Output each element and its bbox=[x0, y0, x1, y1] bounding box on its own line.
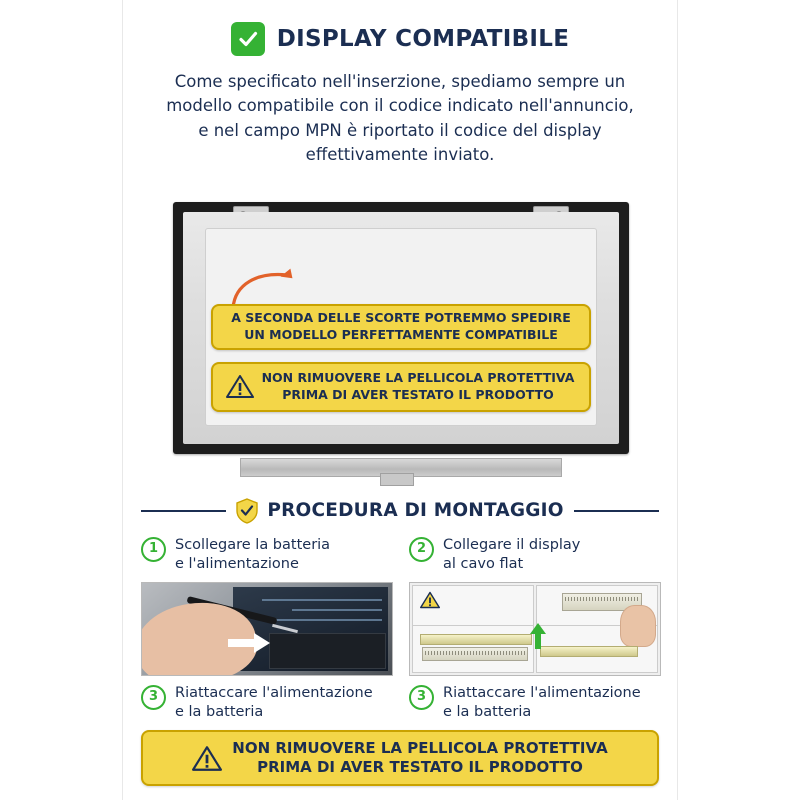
pcb-trace bbox=[292, 609, 382, 611]
step-2-line-2: al cavo flat bbox=[443, 556, 524, 573]
content-column bbox=[123, 0, 677, 800]
step-1-line-2: e l'alimentazione bbox=[175, 556, 299, 573]
step-3-line-2: e la batteria bbox=[175, 704, 264, 721]
footer-line-1: NON RIMUOVERE LA PELLICOLA PROTETTIVA bbox=[232, 738, 608, 757]
step-2 bbox=[409, 536, 659, 676]
film-warning-callout bbox=[211, 362, 591, 412]
stock-callout-line-1: A SECONDA DELLE SCORTE POTREMMO SPEDIRE bbox=[231, 309, 571, 325]
up-arrow-icon bbox=[530, 623, 546, 649]
check-box-icon bbox=[231, 22, 265, 56]
step-3b-line-1: Riattaccare l'alimentazione bbox=[443, 684, 641, 701]
flat-cable-socket bbox=[422, 647, 528, 661]
finger bbox=[620, 605, 656, 647]
step-1-line-1: Scollegare la batteria bbox=[175, 536, 331, 553]
warning-triangle-icon bbox=[226, 374, 254, 399]
footer-line-2: PRIMA DI AVER TESTATO IL PRODOTTO bbox=[257, 758, 583, 776]
procedure-title: PROCEDURA DI MONTAGGIO bbox=[267, 500, 564, 522]
left-margin-rail bbox=[0, 0, 123, 800]
intro-line-3: e nel campo MPN è riportato il codice del display bbox=[198, 120, 602, 140]
stock-callout-line-2: UN MODELLO PERFETTAMENTE COMPATIBILE bbox=[244, 326, 558, 342]
step-2-line-1: Collegare il display bbox=[443, 536, 581, 553]
procedure-steps-row-2 bbox=[141, 684, 659, 724]
step-2-number: 2 bbox=[409, 537, 434, 562]
step-3-left bbox=[141, 684, 391, 724]
header bbox=[123, 0, 677, 56]
stock-compatibility-callout bbox=[211, 304, 591, 350]
intro-line-1: Come specificato nell'inserzione, spediamo sempre un bbox=[174, 72, 626, 91]
step-1 bbox=[141, 536, 391, 676]
divider-right bbox=[574, 510, 659, 512]
intro-line-4: effettivamente inviato. bbox=[305, 145, 495, 165]
step-3-line-1: Riattaccare l'alimentazione bbox=[175, 684, 373, 701]
shield-icon bbox=[236, 498, 258, 524]
step-3-right bbox=[409, 684, 659, 724]
laptop-internals-photo bbox=[141, 582, 393, 676]
protective-film-tab bbox=[380, 473, 414, 486]
white-arrow-icon bbox=[228, 633, 270, 653]
step-3b-line-2: e la batteria bbox=[443, 704, 532, 721]
flat-cable bbox=[420, 634, 532, 645]
procedure-steps-row-1 bbox=[141, 536, 659, 676]
warning-triangle-icon bbox=[420, 591, 440, 609]
flat-cable bbox=[540, 646, 638, 657]
right-margin-rail bbox=[677, 0, 800, 800]
battery-pack bbox=[269, 633, 386, 669]
display-panel-illustration bbox=[145, 184, 655, 484]
film-callout-line-1: NON RIMUOVERE LA PELLICOLA PROTETTIVA bbox=[261, 369, 575, 385]
step-3-number: 3 bbox=[141, 685, 166, 710]
step-1-number: 1 bbox=[141, 537, 166, 562]
intro-line-2: modello compatibile con il codice indicato nell'annuncio, bbox=[166, 96, 634, 116]
flat-cable-connector-photo bbox=[409, 582, 661, 676]
footer-warning-banner bbox=[141, 730, 659, 786]
warning-triangle-icon bbox=[192, 745, 222, 772]
step-3b-number: 3 bbox=[409, 685, 434, 710]
pcb-trace bbox=[262, 599, 382, 601]
pcb-trace bbox=[272, 619, 382, 621]
divider-left bbox=[141, 510, 226, 512]
page-title: DISPLAY COMPATIBILE bbox=[276, 26, 570, 52]
film-callout-line-2: PRIMA DI AVER TESTATO IL PRODOTTO bbox=[282, 386, 554, 402]
procedure-header bbox=[141, 498, 659, 524]
intro-text bbox=[141, 70, 659, 168]
